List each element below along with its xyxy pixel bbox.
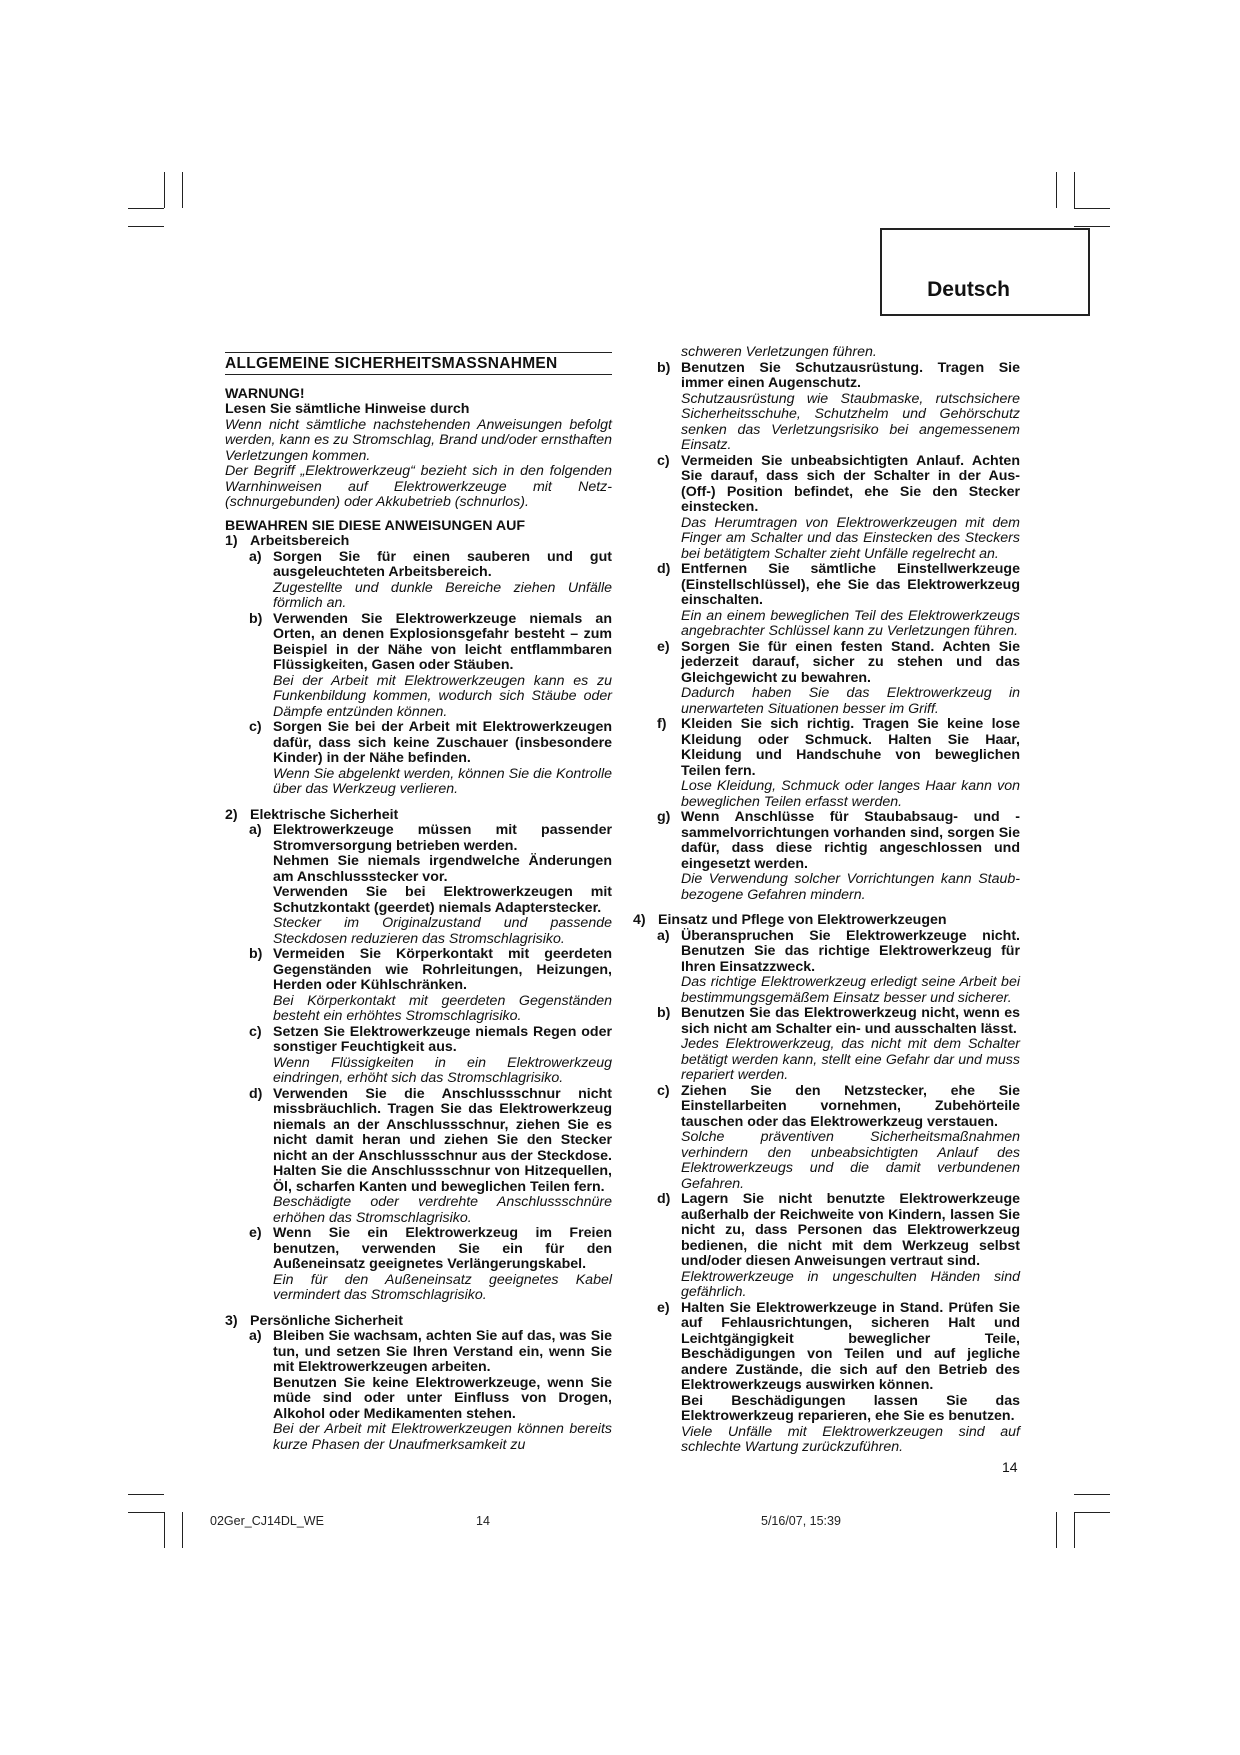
list-item: b) Vermeiden Sie Körperkontakt mit geerdeten Gegenständen wie Rohrleitungen, Heizungen, Herden oder Kühlschränken. Bei Körperkontakt mit geerdeten Gegenständen besteht ein erhöhtes Stromschlagrisiko. [249,946,612,1024]
footer-timestamp: 5/16/07, 15:39 [761,1514,841,1528]
list-item: c) Sorgen Sie bei der Arbeit mit Elektrowerkzeugen dafür, dass sich keine Zuschauer (insbesondere Kinder) in der Nähe befinden. Wenn Sie abgelenkt werden, können Sie die Kontrolle über das Werkzeug verlieren. [249,719,612,797]
list-item: a) Elektrowerkzeuge müssen mit passender Stromversorgung betrieben werden. Nehmen Sie niemals irgendwelche Änderungen am Anschlussstecker vor. Verwenden Sie bei Elektrowerkzeugen mit Schutzkontakt (geerdet) niemals Adapterstecker. Stecker im Originalzustand und passende Steckdosen reduzieren das Stromschlagrisiko. [249,822,612,947]
crop-mark [182,1512,183,1548]
section-title: ALLGEMEINE SICHERHEITSMASSNAHMEN [225,352,612,375]
intro-paragraph: Der Begriff „Elektrowerkzeug“ bezieht sich in den folgenden Warnhinweisen auf Elektrowerkzeuge mit Netz- (schnurgebunden) oder Akkubetrieb (schnurlos). [225,463,612,510]
language-label: Deutsch [927,278,1010,301]
continued-text: schweren Verletzungen führen. [681,344,877,360]
page-number: 14 [1002,1459,1018,1475]
list-item: c) Ziehen Sie den Netzstecker, ehe Sie Einstellarbeiten vornehmen, Zubehörteile tauschen oder das Elektrowerkzeug verstauen. Solche präventiven Sicherheitsmaßnahmen verhindern den unbeabsichtigten Anlauf des Elektrowerkzeugs und die damit verbundenen Gefahren. [657,1082,1020,1192]
list-item: f) Kleiden Sie sich richtig. Tragen Sie keine lose Kleidung oder Schmuck. Halten Sie Haar, Kleidung und Handschuhe von beweglichen Teilen fern. Lose Kleidung, Schmuck oder langes Haar kann von beweglichen Teilen erfasst werden. [657,716,1020,810]
subsection-heading: 1) Arbeitsbereich [225,533,350,549]
subsection-heading: 2) Elektrische Sicherheit [225,806,399,823]
list-item: b) Benutzen Sie Schutzausrüstung. Tragen Sie immer einen Augenschutz. Schutzausrüstung wie Staubmaske, rutschsichere Sicherheitsschuhe, Schutzhelm und Gehörschutz senken das Verletzungsrisiko bei angemessenem Einsatz. [657,359,1020,453]
crop-mark [1074,1494,1110,1495]
footer-page: 14 [476,1514,490,1528]
crop-mark [164,172,165,208]
list-item: d) Entfernen Sie sämtliche Einstellwerkzeuge (Einstellschlüssel), ehe Sie das Elektrowerkzeug einschalten. Ein an einem beweglichen Teil des Elektrowerkzeugs angebrachter Schlüssel kann zu Verletzungen führen. [657,561,1020,639]
left-column [225,352,612,1453]
crop-mark [1074,1512,1075,1548]
list-item: c) Setzen Sie Elektrowerkzeuge niemals Regen oder sonstiger Feuchtigkeit aus. Wenn Flüssigkeiten in ein Elektrowerkzeug eindringen, erhöht sich das Stromschlagrisiko. [249,1023,612,1086]
list-item: a) Bleiben Sie wachsam, achten Sie auf das, was Sie tun, und setzen Sie Ihren Verstand ein, wenn Sie mit Elektrowerkzeugen arbeiten. Benutzen Sie keine Elektrowerkzeuge, wenn Sie müde sind oder unter Einfluss von Drogen, Alkohol oder Medikamenten stehen. Bei der Arbeit mit Elektrowerkzeugen können bereits kurze Phasen der Unaufmerksamkeit zu [249,1328,612,1453]
crop-mark [128,1512,164,1513]
warning-heading: WARNUNG! [225,385,305,402]
subsection-heading: 4) Einsatz und Pflege von Elektrowerkzeugen [633,912,947,928]
crop-mark [1074,208,1110,209]
intro-paragraph: Wenn nicht sämtliche nachstehenden Anweisungen befolgt werden, kann es zu Stromschlag, Brand und/oder ernsthaften Verletzungen kommen. [225,416,612,464]
list-item: g) Wenn Anschlüsse für Staubabsaug- und -sammelvorrichtungen vorhanden sind, sorgen Sie dafür, dass diese richtig angeschlossen und eingesetzt werden. Die Verwendung solcher Vorrichtungen kann Staub-bezogene Gefahren mindern. [657,809,1020,903]
list-item: e) Halten Sie Elektrowerkzeuge in Stand. Prüfen Sie auf Fehlausrichtungen, sicheren Halt und Leichtgängigkeit beweglicher Teile, Beschädigungen von Teilen und auf jegliche andere Zustände, die sich auf den Betrieb des Elektrowerkzeugs auswirken können. Bei Beschädigungen lassen Sie das Elektrowerkzeug reparieren, ehe Sie es benutzen. Viele Unfälle mit Elektrowerkzeugen sind auf schlechte Wartung zurückzuführen. [657,1299,1020,1455]
list-item: d) Lagern Sie nicht benutzte Elektrowerkzeuge außerhalb der Reichweite von Kindern, lassen Sie nicht zu, dass Personen das Elektrowerkzeug bedienen, die nicht mit dem Werkzeug selbst und/oder diesen Anweisungen vertraut sind. Elektrowerkzeuge in ungeschulten Händen sind gefährlich. [657,1191,1020,1300]
list-item: e) Wenn Sie ein Elektrowerkzeug im Freien benutzen, verwenden Sie ein für den Außeneinsatz geeignetes Verlängerungskabel. Ein für den Außeneinsatz geeignetes Kabel vermindert das Stromschlagrisiko. [249,1225,612,1303]
crop-mark [1056,1512,1057,1548]
list-item: b) Verwenden Sie Elektrowerkzeuge niemals an Orten, an denen Explosionsgefahr besteht – zum Beispiel in der Nähe von leicht entflammbaren Flüssigkeiten, Gasen oder Stäuben. Bei der Arbeit mit Elektrowerkzeugen kann es zu Funkenbildung kommen, wodurch sich Stäube oder Dämpfe entzünden können. [249,610,612,720]
crop-mark [128,208,164,209]
crop-mark [1074,1512,1110,1513]
keep-instructions-heading: BEWAHREN SIE DIESE ANWEISUNGEN AUF [225,517,526,534]
language-tab [880,228,1090,316]
list-item: a) Sorgen Sie für einen sauberen und gut ausgeleuchteten Arbeitsbereich. Zugestellte und dunkle Bereiche ziehen Unfälle förmlich an. [249,548,612,611]
crop-mark [128,226,164,227]
crop-mark [1074,226,1110,227]
list-item: c) Vermeiden Sie unbeabsichtigten Anlauf. Achten Sie darauf, dass sich der Schalter in der Aus- (Off-) Position befindet, ehe Sie den Stecker einstecken. Das Herumtragen von Elektrowerkzeugen mit dem Finger am Schalter und das Einstecken des Steckers bei betätigtem Schalter zieht Unfälle regelrecht an. [657,452,1020,562]
list-item: b) Benutzen Sie das Elektrowerkzeug nicht, wenn es sich nicht am Schalter ein- und ausschalten lässt. Jedes Elektrowerkzeug, das nicht mit dem Schalter betätigt werden kann, stellt eine Gefahr dar und muss repariert werden. [657,1005,1020,1083]
crop-mark [1056,172,1057,208]
footer-filename: 02Ger_CJ14DL_WE [210,1514,324,1528]
list-item: e) Sorgen Sie für einen festen Stand. Achten Sie jederzeit darauf, sicher zu stehen und das Gleichgewicht zu bewahren. Dadurch haben Sie das Elektrowerkzeug in unerwarteten Situationen besser im Griff. [657,638,1020,717]
list-item: d) Verwenden Sie die Anschlussschnur nicht missbräuchlich. Tragen Sie das Elektrowerkzeug niemals an der Anschlussschnur, ziehen Sie es nicht damit heran und ziehen Sie den Stecker nicht an der Anschlussschnur aus der Steckdose. Halten Sie die Anschlussschnur von Hitzequellen, Öl, scharfen Kanten und beweglichen Teilen fern. Beschädigte oder verdrehte Anschlussschnüre erhöhen das Stromschlagrisiko. [249,1085,612,1226]
crop-mark [1074,172,1075,208]
list-item: a) Überanspruchen Sie Elektrowerkzeuge nicht. Benutzen Sie das richtige Elektrowerkzeug für Ihren Einsatzzweck. Das richtige Elektrowerkzeug erledigt seine Arbeit bei bestimmungsgemäßem Einsatz besser und sicherer. [657,927,1020,1006]
warning-lead: Lesen Sie sämtliche Hinweise durch [225,401,470,417]
crop-mark [164,1512,165,1548]
right-column [633,345,1020,1456]
crop-mark [182,172,183,208]
subsection-heading: 3) Persönliche Sicherheit [225,1312,403,1329]
crop-mark [128,1494,164,1495]
